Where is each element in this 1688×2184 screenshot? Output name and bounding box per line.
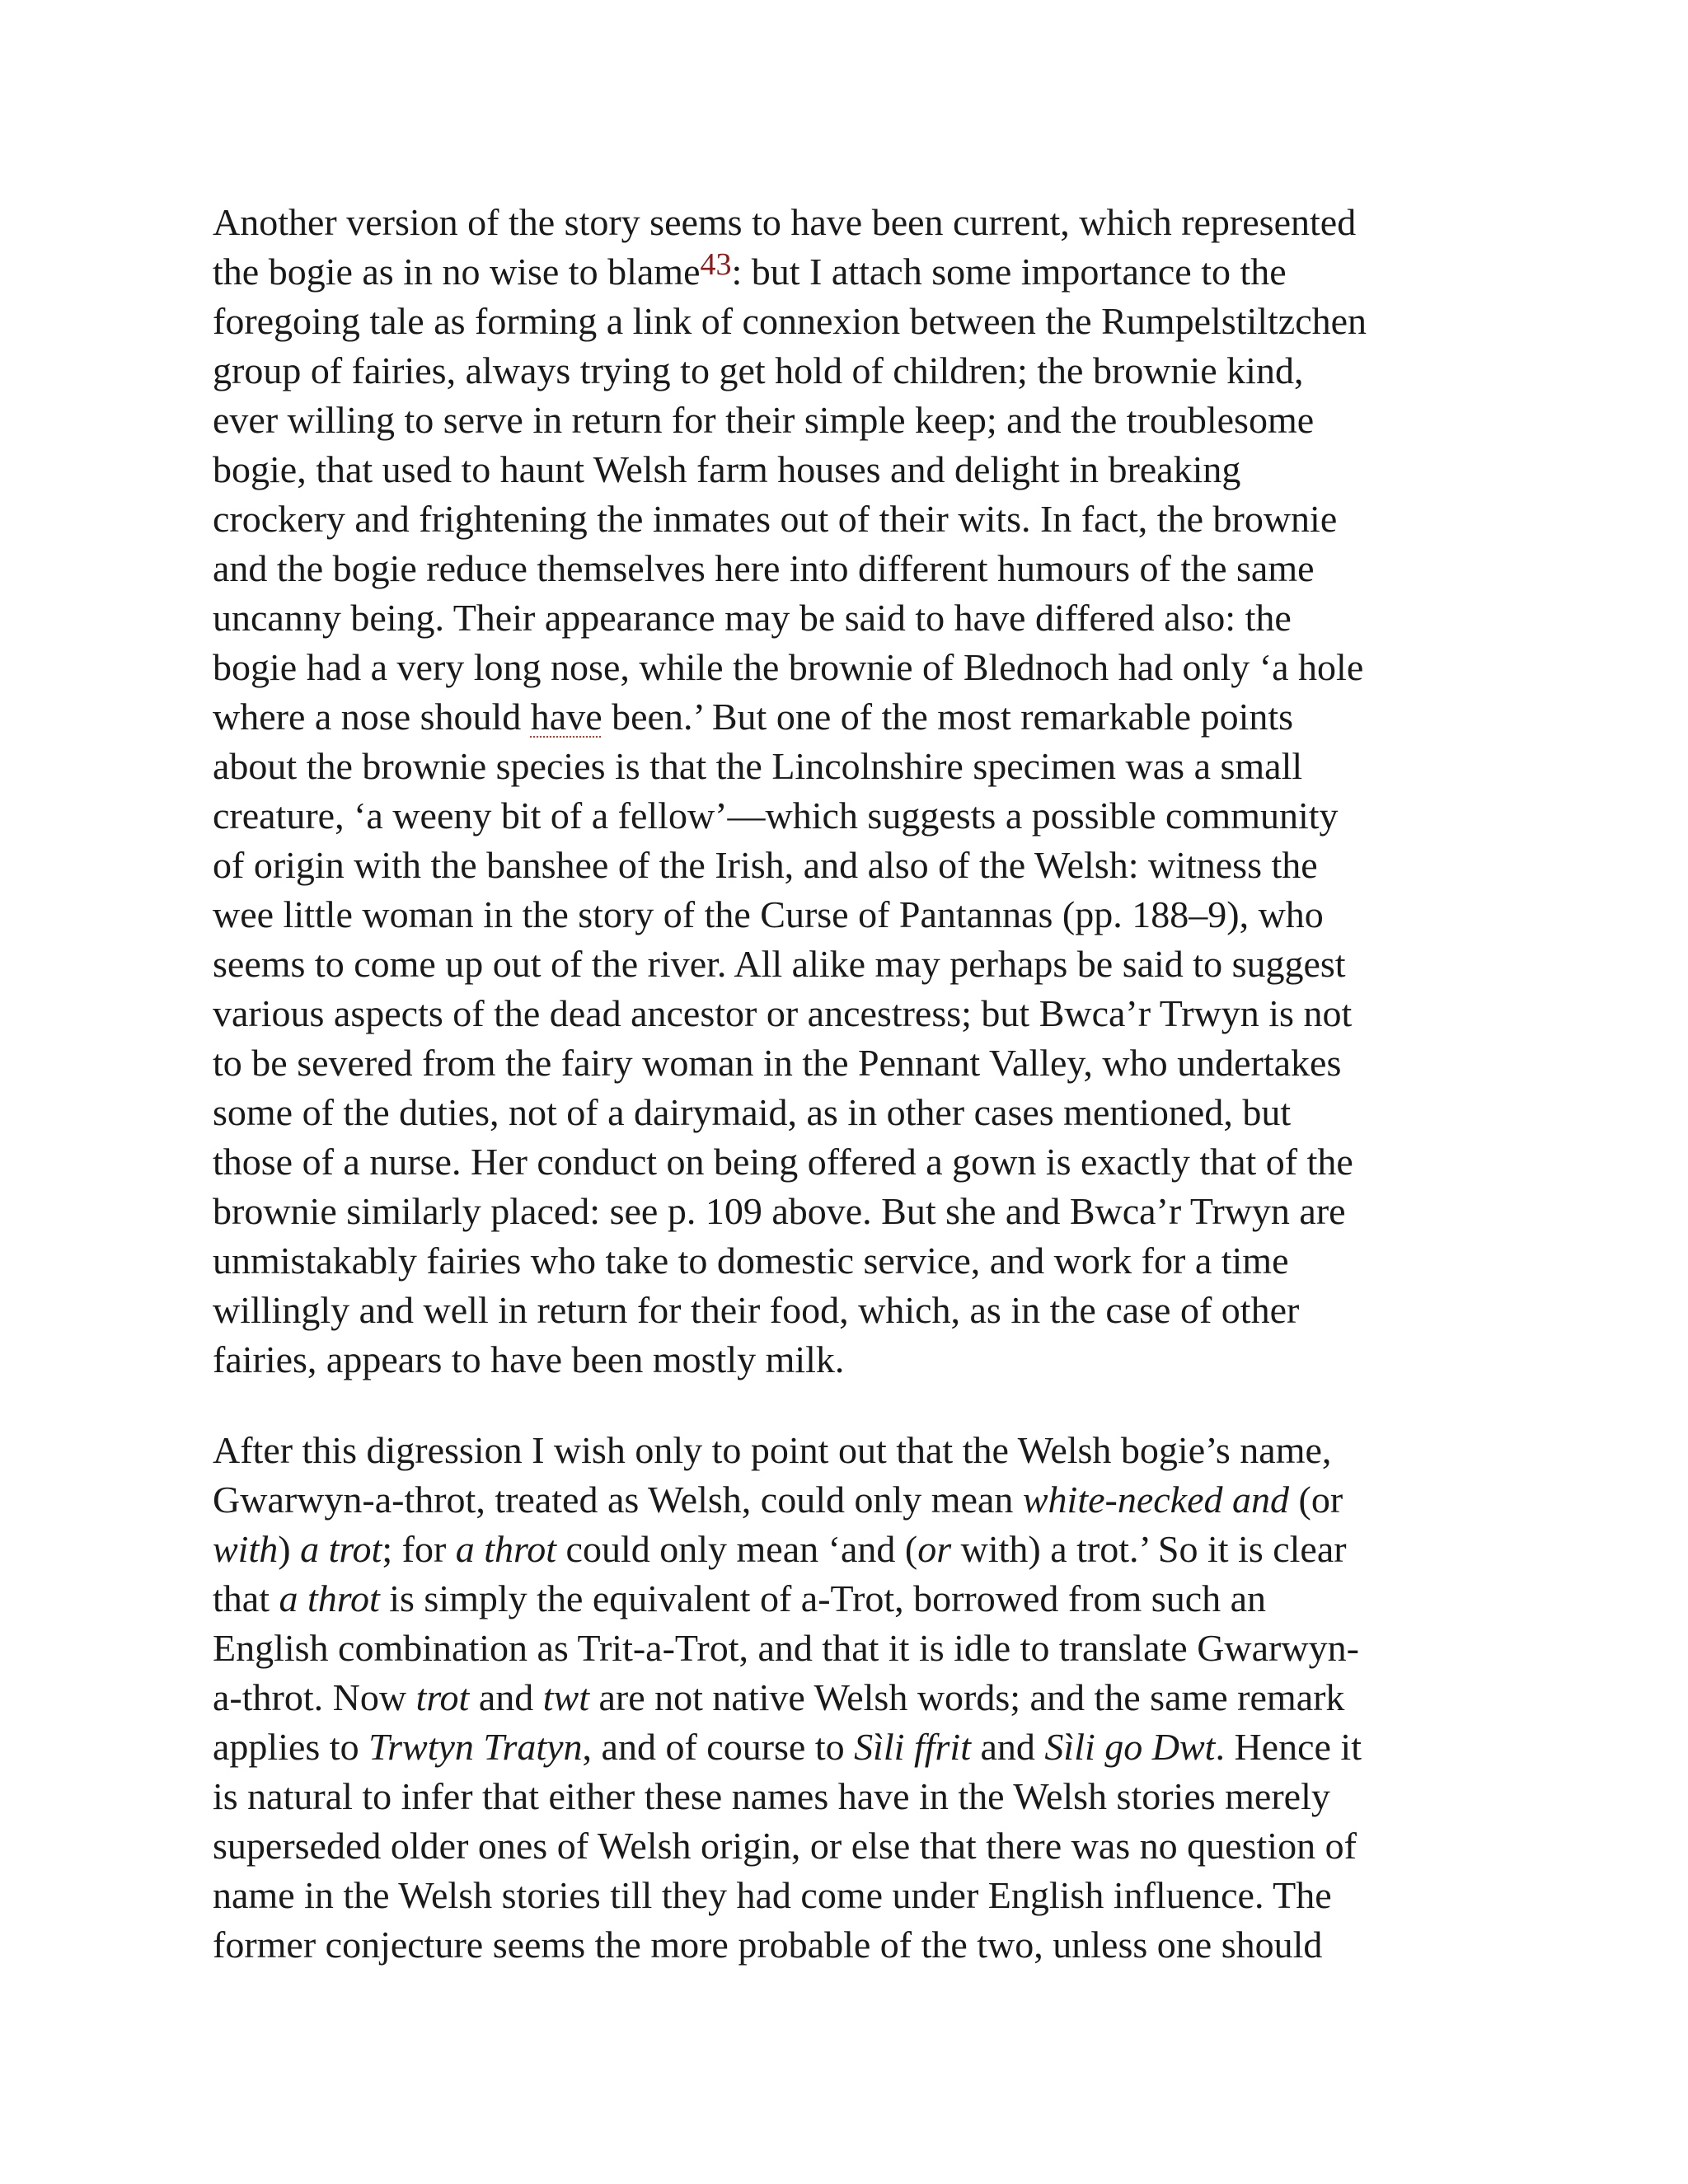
text-line bbox=[213, 593, 1498, 643]
footnote-link[interactable]: 43 bbox=[700, 247, 732, 282]
text-line bbox=[213, 445, 1498, 494]
text-run: uncanny being. Their appearance may be said to have differed also: the bbox=[213, 597, 1292, 639]
text-line bbox=[213, 247, 1498, 297]
text-run: about the brownie species is that the Lincolnshire specimen was a small bbox=[213, 745, 1303, 787]
text-run: Gwarwyn-a-throt, treated as Welsh, could only mean bbox=[213, 1479, 1023, 1521]
text-run: of origin with the banshee of the Irish, and also of the Welsh: witness the bbox=[213, 844, 1318, 886]
text-line bbox=[213, 198, 1498, 247]
text-line bbox=[213, 643, 1498, 692]
text-line bbox=[213, 841, 1498, 890]
text-line bbox=[213, 989, 1498, 1038]
text-line bbox=[213, 1821, 1498, 1871]
text-run: to be severed from the fairy woman in the Pennant Valley, who undertakes bbox=[213, 1042, 1342, 1084]
text-line bbox=[213, 544, 1498, 593]
text-run: the bogie as in no wise to blame bbox=[213, 251, 701, 293]
text-run: are not native Welsh words; and the same remark bbox=[589, 1676, 1345, 1718]
text-run: ) bbox=[278, 1528, 301, 1570]
text-line bbox=[213, 1286, 1498, 1335]
text-line bbox=[213, 1772, 1498, 1821]
text-line bbox=[213, 1574, 1498, 1624]
text-line bbox=[213, 1236, 1498, 1286]
text-run: wee little woman in the story of the Curse of Pantannas (pp. 188–9), who bbox=[213, 893, 1324, 935]
text-line bbox=[213, 1426, 1498, 1475]
text-run: group of fairies, always trying to get hold of children; the brownie kind, bbox=[213, 349, 1304, 391]
text-run: and bbox=[469, 1676, 543, 1718]
text-line bbox=[213, 791, 1498, 841]
text-run: superseded older ones of Welsh origin, or else that there was no question of bbox=[213, 1825, 1357, 1867]
italic-text: twt bbox=[542, 1676, 589, 1718]
text-run: and bbox=[971, 1726, 1045, 1768]
text-run: former conjecture seems the more probable of the two, unless one should bbox=[213, 1924, 1323, 1966]
text-run: with) a trot.’ So it is clear bbox=[951, 1528, 1347, 1570]
text-run: could only mean ‘and ( bbox=[556, 1528, 918, 1570]
text-run: creature, ‘a weeny bit of a fellow’—which suggests a possible community bbox=[213, 794, 1339, 837]
text-line bbox=[213, 890, 1498, 940]
text-run: crockery and frightening the inmates out of their wits. In fact, the brownie bbox=[213, 498, 1338, 540]
paragraph bbox=[213, 1426, 1498, 1970]
text-run: ever willing to serve in return for their simple keep; and the troublesome bbox=[213, 399, 1315, 441]
text-run: foregoing tale as forming a link of connexion between the Rumpelstiltzchen bbox=[213, 300, 1367, 342]
text-line bbox=[213, 1038, 1498, 1088]
italic-text: Sìli ffrit bbox=[854, 1726, 971, 1768]
text-run: is natural to infer that either these names have in the Welsh stories merely bbox=[213, 1775, 1330, 1817]
text-run: : but I attach some importance to the bbox=[731, 251, 1287, 293]
text-run: bogie, that used to haunt Welsh farm houses and delight in breaking bbox=[213, 448, 1241, 490]
text-line bbox=[213, 1525, 1498, 1574]
text-line bbox=[213, 494, 1498, 544]
italic-text: with bbox=[213, 1528, 279, 1570]
text-line bbox=[213, 1624, 1498, 1673]
text-run: brownie similarly placed: see p. 109 above. But she and Bwca’r Trwyn are bbox=[213, 1190, 1346, 1232]
text-run: seems to come up out of the river. All alike may perhaps be said to suggest bbox=[213, 943, 1346, 985]
text-line bbox=[213, 1088, 1498, 1137]
text-line bbox=[213, 346, 1498, 396]
text-run: bogie had a very long nose, while the brownie of Blednoch had only ‘a hole bbox=[213, 646, 1364, 688]
text-run: a-throt. Now bbox=[213, 1676, 416, 1718]
text-run: , and of course to bbox=[582, 1726, 855, 1768]
italic-text: white-necked and bbox=[1022, 1479, 1290, 1521]
text-line bbox=[213, 1475, 1498, 1525]
text-run: is simply the equivalent of a-Trot, borrowed from such an bbox=[379, 1577, 1267, 1619]
text-run: that bbox=[213, 1577, 279, 1619]
paragraph bbox=[213, 198, 1498, 1385]
text-line bbox=[213, 1335, 1498, 1385]
italic-text: trot bbox=[415, 1676, 470, 1718]
text-line bbox=[213, 297, 1498, 346]
text-run: After this digression I wish only to point out that the Welsh bogie’s name, bbox=[213, 1429, 1332, 1471]
text-line bbox=[213, 1187, 1498, 1236]
text-run: various aspects of the dead ancestor or ancestress; but Bwca’r Trwyn is not bbox=[213, 992, 1353, 1034]
text-run: English combination as Trit-a-Trot, and that it is idle to translate Gwarwyn- bbox=[213, 1627, 1359, 1669]
text-line bbox=[213, 1871, 1498, 1920]
text-run: where a nose should bbox=[213, 696, 531, 738]
text-run: (or bbox=[1289, 1479, 1343, 1521]
text-line bbox=[213, 742, 1498, 791]
page-body bbox=[213, 198, 1498, 1970]
text-line bbox=[213, 1722, 1498, 1772]
text-line bbox=[213, 692, 1498, 742]
italic-text: or bbox=[917, 1528, 952, 1570]
italic-text: Sìli go Dwt bbox=[1044, 1726, 1216, 1768]
text-run: Another version of the story seems to have been current, which represented bbox=[213, 201, 1357, 243]
text-run: . Hence it bbox=[1215, 1726, 1362, 1768]
text-line bbox=[213, 940, 1498, 989]
italic-text: Trwtyn Tratyn bbox=[368, 1726, 583, 1768]
italic-text: a throt bbox=[455, 1528, 557, 1570]
annotated-word[interactable]: have bbox=[530, 696, 603, 738]
text-line bbox=[213, 1137, 1498, 1187]
text-run: those of a nurse. Her conduct on being offered a gown is exactly that of the bbox=[213, 1141, 1353, 1183]
text-run: some of the duties, not of a dairymaid, as in other cases mentioned, but bbox=[213, 1091, 1292, 1133]
text-run: willingly and well in return for their food, which, as in the case of other bbox=[213, 1289, 1300, 1331]
text-line bbox=[213, 1673, 1498, 1722]
text-line bbox=[213, 1920, 1498, 1970]
text-line bbox=[213, 396, 1498, 445]
text-run: ; for bbox=[382, 1528, 456, 1570]
text-run: unmistakably fairies who take to domestic service, and work for a time bbox=[213, 1240, 1289, 1282]
text-run: name in the Welsh stories till they had come under English influence. The bbox=[213, 1874, 1332, 1916]
text-run: fairies, appears to have been mostly milk. bbox=[213, 1338, 845, 1380]
italic-text: a throt bbox=[279, 1577, 380, 1619]
text-run: and the bogie reduce themselves here into different humours of the same bbox=[213, 547, 1315, 589]
text-run: been.’ But one of the most remarkable points bbox=[602, 696, 1294, 738]
text-run: applies to bbox=[213, 1726, 369, 1768]
italic-text: a trot bbox=[300, 1528, 382, 1570]
